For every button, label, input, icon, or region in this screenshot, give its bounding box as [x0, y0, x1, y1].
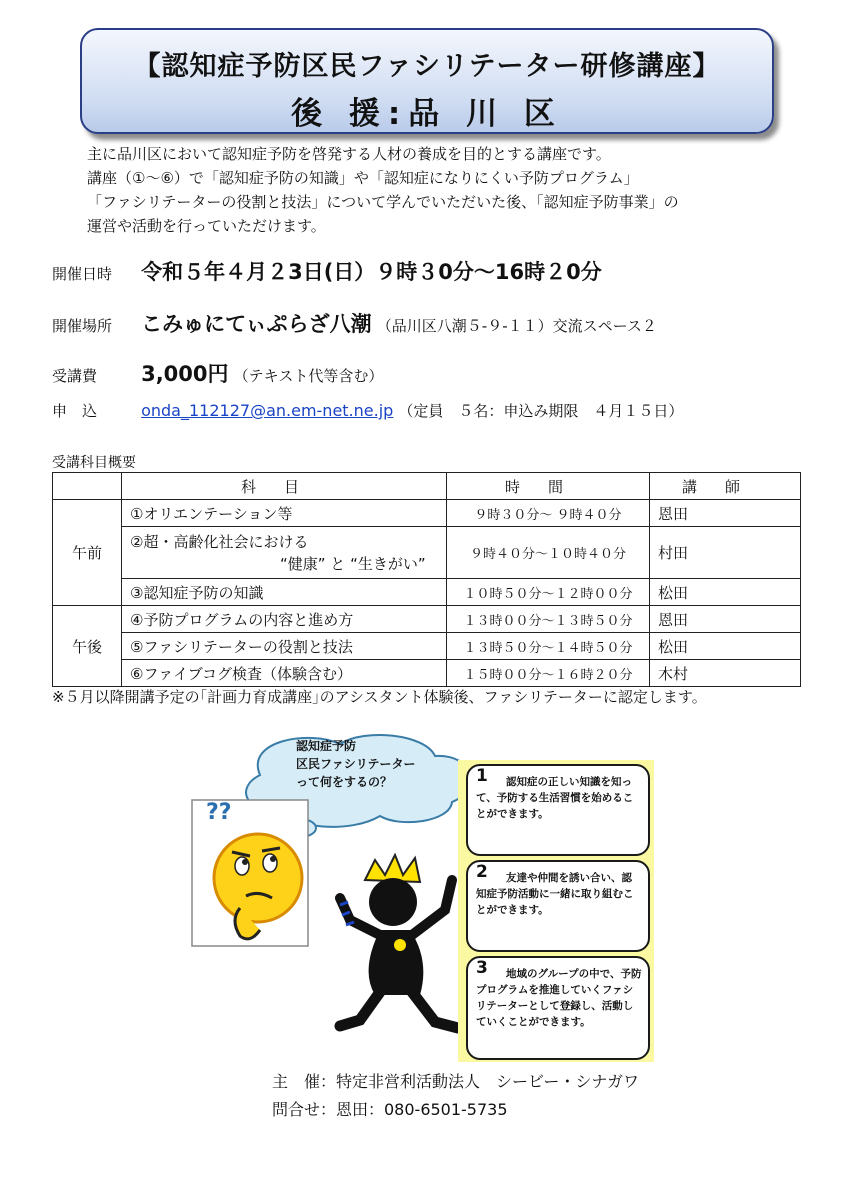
time-cell: ９時３０分～ ９時４０分 — [447, 500, 650, 527]
venue-row — [52, 308, 657, 338]
step-number: 1 — [476, 766, 488, 786]
fee-label: 受講費 — [52, 367, 98, 385]
intro-line: 主に品川区において認知症予防を啓発する人材の養成を目的とする講座です。 — [87, 145, 611, 163]
table-row — [53, 527, 801, 579]
lecturer-cell: 恩田 — [650, 500, 801, 527]
fee-row — [52, 358, 383, 388]
subject-cell: ①オリエンテーション等 — [122, 500, 447, 527]
subject-cell — [122, 527, 447, 579]
bubble-line: って何をするの？ — [296, 775, 393, 789]
apply-row — [52, 400, 683, 421]
bubble-text — [296, 737, 416, 791]
step-number: 3 — [476, 958, 488, 978]
support-label: 後 援:品 川 区 — [291, 96, 563, 132]
lecturer-cell: 松田 — [650, 633, 801, 660]
intro-line: 「ファシリテーターの役割と技法」について学んでいただいた後、「認知症予防事業」の — [87, 193, 679, 211]
time-cell: １３時００分～１３時５０分 — [447, 606, 650, 633]
session-am: 午前 — [53, 500, 122, 606]
fee-amount: 3,000円 — [141, 362, 229, 386]
step-text: 認知症の正しい知識を知って、予防する生活習慣を始めることができます。 — [476, 776, 634, 820]
apply-label: 申 込 — [52, 402, 98, 420]
stick-figure-icon — [340, 855, 458, 1028]
step-text: 友達や仲間を誘い合い、認知症予防活動に一緒に取り組むことができます。 — [476, 872, 634, 916]
intro-text — [87, 142, 679, 238]
header-time: 時間 — [447, 473, 650, 500]
schedule-table — [52, 472, 801, 687]
intro-line: 運営や活動を行っていただけます。 — [87, 217, 326, 235]
time-cell: １０時５０分～１２時００分 — [447, 579, 650, 606]
subject-cell: ④予防プログラムの内容と進め方 — [122, 606, 447, 633]
table-header-row — [53, 473, 801, 500]
venue-name: こみゅにてぃぷらざ八潮 — [141, 312, 372, 336]
table-row — [53, 633, 801, 660]
step-card — [466, 860, 650, 952]
title-banner — [80, 28, 774, 134]
header-session — [53, 473, 122, 500]
contact-text: 問合せ：恩田：080-6501-5735 — [272, 1100, 508, 1119]
apply-note: （定員 ５名：申込み期限 ４月１５日） — [398, 402, 684, 420]
step-card — [466, 956, 650, 1060]
table-row — [53, 660, 801, 687]
email-link[interactable]: onda_112127@an.em-net.ne.jp — [141, 401, 394, 420]
step-card — [466, 764, 650, 856]
table-row — [53, 500, 801, 527]
fee-note: （テキスト代等含む） — [233, 367, 384, 385]
lecturer-cell: 恩田 — [650, 606, 801, 633]
subject-cell: ⑤ファシリテーターの役割と技法 — [122, 633, 447, 660]
header-lecturer: 講師 — [650, 473, 801, 500]
table-row — [53, 579, 801, 606]
date-value: 令和５年４月２3日(日）９時３0分～16時２0分 — [141, 260, 602, 284]
lecturer-cell: 村田 — [650, 527, 801, 579]
page-title: 【認知症予防区民ファシリテーター研修講座】 — [133, 51, 721, 82]
table-row — [53, 606, 801, 633]
step-text: 地域のグループの中で、予防プログラムを推進していくファシリテーターとして登録し、活動していくことができます。 — [476, 968, 642, 1028]
date-label: 開催日時 — [52, 265, 113, 283]
time-cell: １３時５０分～１４時５０分 — [447, 633, 650, 660]
bubble-line: 区民ファシリテーター — [296, 757, 416, 771]
time-cell: ９時４０分～１０時４０分 — [447, 527, 650, 579]
bubble-line: 認知症予防 — [296, 739, 357, 753]
table-footnote: ※５月以降開講予定の｢計画力育成講座｣のアシスタント体験後、ファシリテーターに認定します。 — [52, 688, 707, 706]
subject-cell: ③認知症予防の知識 — [122, 579, 447, 606]
venue-label: 開催場所 — [52, 317, 113, 335]
schedule-caption: 受講科目概要 — [52, 455, 136, 471]
footer — [272, 1068, 639, 1124]
steps-panel — [458, 760, 654, 1062]
organizer-text: 主 催：特定非営利活動法人 シービー・シナガワ — [272, 1072, 640, 1091]
lecturer-cell: 木村 — [650, 660, 801, 687]
header-subject: 科目 — [122, 473, 447, 500]
step-number: 2 — [476, 862, 488, 882]
date-row — [52, 256, 602, 286]
lecturer-cell: 松田 — [650, 579, 801, 606]
subject-cell: ⑥ファイブコグ検査（体験含む） — [122, 660, 447, 687]
subject-line: “健康” と “生きがい” — [280, 554, 426, 573]
question-marks: ?? — [206, 800, 232, 825]
subject-line: ②超・高齢化社会における — [130, 532, 309, 551]
intro-line: 講座（①～⑥）で「認知症予防の知識」や「認知症になりにくい予防プログラム」 — [87, 169, 639, 187]
venue-detail: （品川区八潮５-９-１１）交流スペース２ — [376, 317, 657, 335]
time-cell: １５時００分～１６時２０分 — [447, 660, 650, 687]
session-pm: 午後 — [53, 606, 122, 687]
